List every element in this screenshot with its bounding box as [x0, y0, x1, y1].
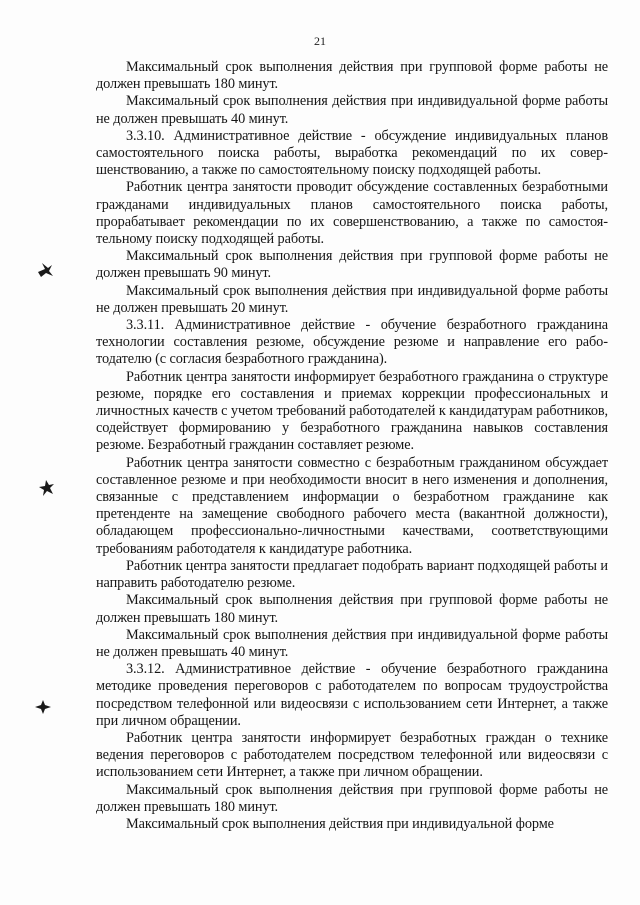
paragraph: Работник центра занятости совместно с безработным гражданином обсуждает составленное резюме и при необходимости вносит в него изменения и дополнения, связанные с представлением информации о безработном гражданине как претенденте на замещение свободного рабочего места (вакантной должности), обладающем профессионально-личностными качествами, соответствующими требованиям работодателя к кандидатуре работника.: [96, 454, 608, 557]
paragraph: Работник центра занятости предлагает подобрать вариант подходящей работы и направить работодателю резюме.: [96, 557, 608, 592]
paragraph: Работник центра занятости проводит обсуждение составленных безработными гражданами индивидуальных планов самостоятельного поиска работы, прорабатывает рекомендации по их совершенствованию, а также по самостоятельному поиску подходящей работы.: [96, 179, 608, 248]
section-3-3-10-heading: 3.3.10. Административное действие - обсуждение индивидуальных планов самостоятельного поиска работы, выработка рекомендаций по их совершенствованию, а также по самостоятельному поиску подходящей работы.: [96, 127, 608, 179]
hole-punch-mark-icon: [35, 260, 55, 280]
paragraph: Максимальный срок выполнения действия при групповой форме работы не должен превышать 90 минут.: [96, 248, 608, 282]
page-number: 21: [314, 34, 326, 48]
paragraph: Максимальный срок выполнения действия при групповой форме работы не должен превышать 180 минут.: [96, 592, 608, 626]
section-3-3-11-heading: 3.3.11. Административное действие - обучение безработного гражданина технологии составления резюме, обсуждение резюме и направление его работодателю (с согласия безработного гражданина).: [96, 317, 608, 368]
paragraph: Максимальный срок выполнения действия при индивидуальной форме работы не должен превышать 40 минут.: [96, 626, 608, 660]
paragraph: Работник центра занятости информирует безработных граждан о технике ведения переговоров с работодателем посредством телефонной или видеосвязи с использованием сети Интернет, а также при личном обращении.: [96, 729, 608, 781]
paragraph: Максимальный срок выполнения действия при групповой форме работы не должен превышать 180 минут.: [96, 59, 608, 93]
section-3-3-12-heading: 3.3.12. Административное действие - обучение безработного гражданина методике проведения переговоров с работодателем по вопросам трудоустройства посредством телефонной или видеосвязи с использованием сети Интернет, а также при личном обращении.: [96, 661, 608, 729]
paragraph: Максимальный срок выполнения действия при групповой форме работы не должен превышать 180 минут.: [96, 781, 608, 815]
hole-punch-mark-icon: [37, 478, 57, 498]
paragraph: Работник центра занятости информирует безработного гражданина о структуре резюме, порядке его составления и приемах коррекции профессиональных и личностных качеств с учетом требований работодателей к кандидатурам работников, содействует формированию у безработного гражданина навыков составления резюме. Безработный гражданин составляет резюме.: [96, 368, 608, 454]
paragraph: Максимальный срок выполнения действия при индивидуальной форме работы не должен превышать 40 минут.: [96, 93, 608, 127]
hole-punch-mark-icon: [33, 697, 53, 717]
paragraph: Максимальный срок выполнения действия при индивидуальной форме работы не должен превышать 20 минут.: [96, 282, 608, 316]
document-body: [96, 59, 608, 833]
paragraph: Максимальный срок выполнения действия при индивидуальной форме: [126, 815, 554, 832]
